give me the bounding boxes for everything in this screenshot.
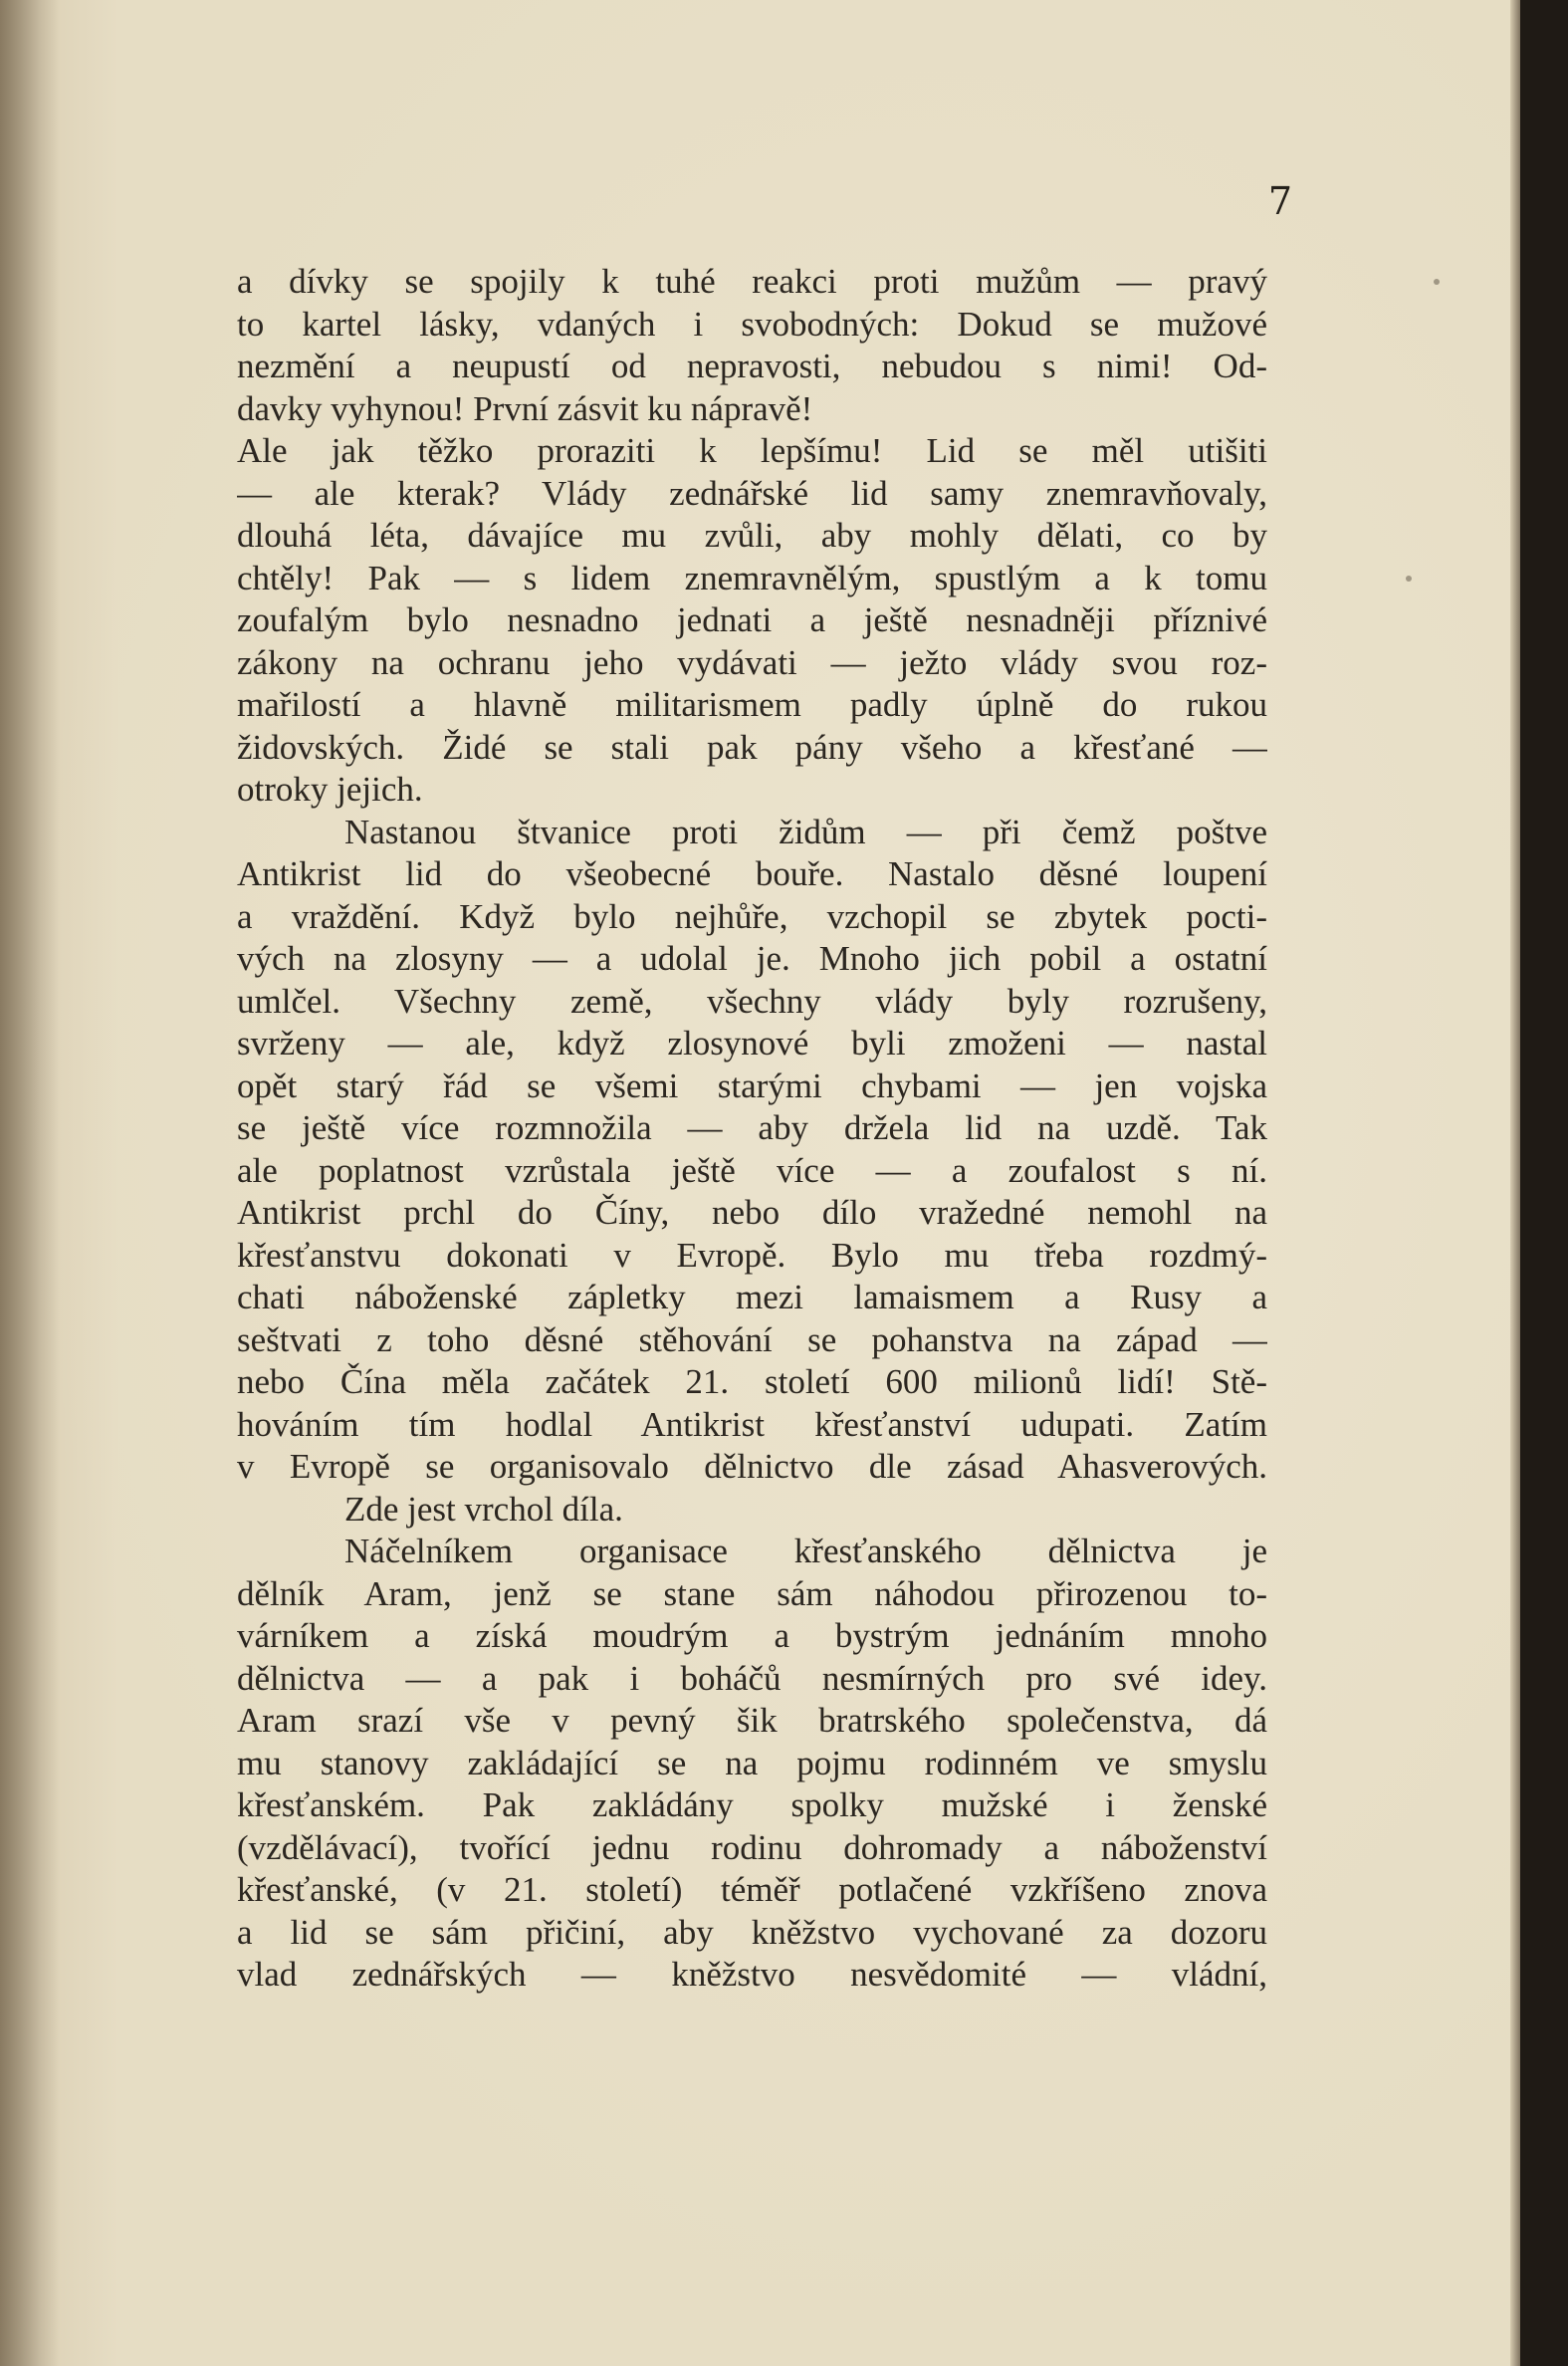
text-line: zoufalým bylo nesnadno jednati a ještě nesnadněji příznivé bbox=[237, 600, 1267, 639]
text-line: (vzdělávací), tvořící jednu rodinu dohromady a náboženství bbox=[237, 1827, 1267, 1867]
text-line: křesťanstvu dokonati v Evropě. Bylo mu třeba rozdmý- bbox=[237, 1235, 1267, 1275]
text-line: opět starý řád se všemi starými chybami — jen vojska bbox=[237, 1065, 1267, 1105]
body-text bbox=[237, 261, 1267, 1997]
text-line: dlouhá léta, dávajíce mu zvůli, aby mohly dělati, co by bbox=[237, 516, 1267, 555]
text-line: chtěly! Pak — s lidem znemravnělým, spustlým a k tomu bbox=[237, 558, 1267, 597]
text-line: várníkem a získá moudrým a bystrým jednáním mnoho bbox=[237, 1616, 1267, 1655]
text-line: ale poplatnost vzrůstala ještě více — a zoufalost s ní. bbox=[237, 1150, 1267, 1190]
text-line: Zde jest vrchol díla. bbox=[344, 1489, 623, 1529]
text-line: vlad zednářských — kněžstvo nesvědomité — vládní, bbox=[237, 1955, 1267, 1994]
text-line: svrženy — ale, když zlosynové byli zmoženi — nastal bbox=[237, 1024, 1267, 1063]
text-line: vých na zlosyny — a udolal je. Mnoho jich pobil a ostatní bbox=[237, 939, 1267, 978]
text-line: seštvati z toho děsné stěhování se pohanstva na západ — bbox=[237, 1319, 1267, 1359]
text-line: dělník Aram, jenž se stane sám náhodou přirozenou to- bbox=[237, 1573, 1267, 1613]
text-line: Antikrist prchl do Číny, nebo dílo vražedné nemohl na bbox=[237, 1193, 1267, 1232]
text-line: nebo Čína měla začátek 21. století 600 milionů lidí! Stě- bbox=[237, 1362, 1267, 1401]
paper-speck bbox=[1406, 576, 1412, 582]
dark-border bbox=[1520, 0, 1568, 2366]
text-line: umlčel. Všechny země, všechny vlády byly rozrušeny, bbox=[237, 981, 1267, 1021]
text-line: chati náboženské zápletky mezi lamaismem a Rusy a bbox=[237, 1278, 1267, 1316]
text-line: Ale jak těžko proraziti k lepšímu! Lid se měl utišiti bbox=[237, 431, 1267, 470]
page-edge bbox=[1510, 0, 1520, 2366]
text-line: dělnictva — a pak i boháčů nesmírných pro své idey. bbox=[237, 1658, 1267, 1698]
text-line: Antikrist lid do všeobecné bouře. Nastalo děsné loupení bbox=[237, 854, 1267, 893]
paper-speck bbox=[1434, 279, 1440, 285]
text-line: a lid se sám přičiní, aby kněžstvo vychované za dozoru bbox=[237, 1912, 1267, 1952]
text-line: mu stanovy zakládající se na pojmu rodinném ve smyslu bbox=[237, 1743, 1267, 1782]
text-line: Nastanou štvanice proti židům — při čemž poštve bbox=[344, 812, 1267, 851]
text-line: křesťanském. Pak zakládány spolky mužské i ženské bbox=[237, 1785, 1267, 1824]
text-line: židovských. Židé se stali pak pány všeho a křesťané — bbox=[237, 727, 1267, 767]
text-line: a dívky se spojily k tuhé reakci proti mužům — pravý bbox=[237, 262, 1267, 301]
text-line: davky vyhynou! První zásvit ku nápravě! bbox=[237, 388, 813, 428]
text-line: — ale kterak? Vlády zednářské lid samy znemravňovaly, bbox=[237, 473, 1267, 513]
text-line: mařilostí a hlavně militarismem padly úplně do rukou bbox=[237, 685, 1267, 724]
spine-shadow bbox=[0, 0, 60, 2366]
text-line: hováním tím hodlal Antikrist křesťanství udupati. Zatím bbox=[237, 1404, 1267, 1444]
text-line: otroky jejich. bbox=[237, 770, 423, 809]
text-line: v Evropě se organisovalo dělnictvo dle zásad Ahasverových. bbox=[237, 1447, 1267, 1486]
text-line: to kartel lásky, vdaných i svobodných: Dokud se mužové bbox=[237, 304, 1267, 344]
text-line: zákony na ochranu jeho vydávati — ježto vlády svou roz- bbox=[237, 642, 1267, 682]
text-line: Aram srazí vše v pevný šik bratrského společenstva, dá bbox=[237, 1701, 1267, 1740]
text-line: se ještě více rozmnožila — aby držela lid na uzdě. Tak bbox=[237, 1108, 1267, 1147]
text-line: křesťanské, (v 21. století) téměř potlačené vzkříšeno znova bbox=[237, 1870, 1267, 1909]
text-line: nezmění a neupustí od nepravosti, nebudou s nimi! Od- bbox=[237, 347, 1267, 385]
text-line: Náčelníkem organisace křesťanského dělnictva je bbox=[344, 1532, 1267, 1570]
page-number: 7 bbox=[1267, 179, 1292, 223]
text-line: a vraždění. Když bylo nejhůře, vzchopil se zbytek pocti- bbox=[237, 896, 1267, 936]
